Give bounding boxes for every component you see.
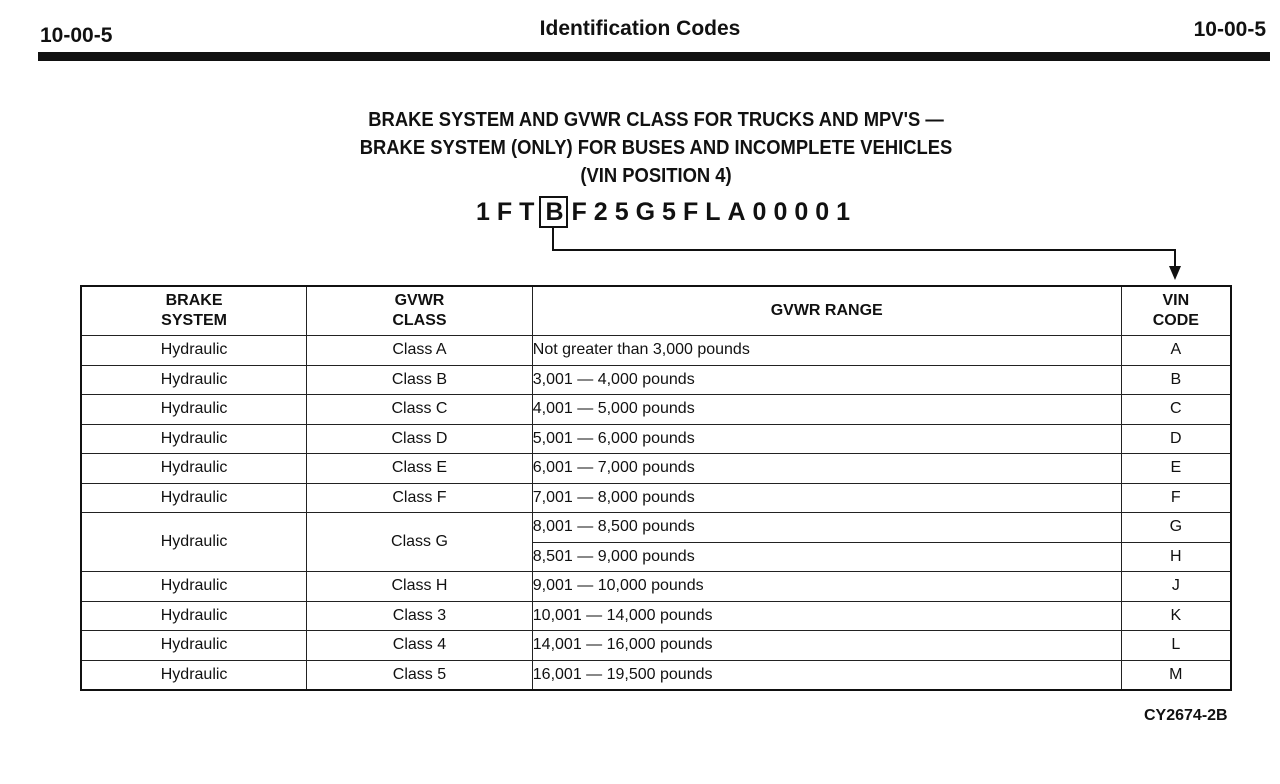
gvwr-class-cell: Class B [307, 365, 533, 395]
gvwr-range-cell: 14,001 — 16,000 pounds [532, 631, 1121, 661]
table-row [81, 395, 1231, 425]
gvwr-range-cell: 10,001 — 14,000 pounds [532, 601, 1121, 631]
brake-system-cell: Hydraulic [81, 572, 307, 602]
gvwr-range-cell: 7,001 — 8,000 pounds [532, 483, 1121, 513]
vin-code-cell: J [1121, 572, 1231, 602]
gvwr-range-cell: 5,001 — 6,000 pounds [532, 424, 1121, 454]
gvwr-range-cell: 4,001 — 5,000 pounds [532, 395, 1121, 425]
vin-code-cell: B [1121, 365, 1231, 395]
section-title-line-3: (VIN POSITION 4) [580, 165, 732, 187]
gvwr-class-cell: Class F [307, 483, 533, 513]
vin-code-cell: D [1121, 424, 1231, 454]
vin-code-cell: E [1121, 454, 1231, 484]
header-gvwr-range: GVWR RANGE [532, 286, 1121, 336]
table-row [81, 336, 1231, 366]
gvwr-range-cell: 6,001 — 7,000 pounds [532, 454, 1121, 484]
table-row [81, 513, 1231, 543]
section-title-line-2: BRAKE SYSTEM (ONLY) FOR BUSES AND INCOMPLETE VEHICLES [359, 137, 953, 159]
table-row [81, 572, 1231, 602]
gvwr-range-cell: 16,001 — 19,500 pounds [532, 660, 1121, 690]
gvwr-class-cell: Class H [307, 572, 533, 602]
page-number-left: 10-00-5 [40, 24, 113, 47]
header-vin-code: VIN CODE [1121, 286, 1231, 336]
gvwr-range-cell: 9,001 — 10,000 pounds [532, 572, 1121, 602]
vin-code-cell: F [1121, 483, 1231, 513]
vin-code-cell: C [1121, 395, 1231, 425]
page-title: Identification Codes [539, 17, 741, 40]
brake-system-cell: Hydraulic [81, 395, 307, 425]
gvwr-class-cell: Class 5 [307, 660, 533, 690]
table-row [81, 483, 1231, 513]
gvwr-class-cell: Class C [307, 395, 533, 425]
gvwr-class-cell: Class G [307, 513, 533, 572]
gvwr-range-cell: Not greater than 3,000 pounds [532, 336, 1121, 366]
vin-code-cell: G [1121, 513, 1231, 543]
vin-code-cell: M [1121, 660, 1231, 690]
vin-suffix: F25G5FLA00001 [571, 198, 858, 226]
page-number-right: 10-00-5 [1193, 18, 1266, 41]
table-row [81, 631, 1231, 661]
brake-system-cell: Hydraulic [81, 483, 307, 513]
brake-system-cell: Hydraulic [81, 631, 307, 661]
vin-prefix: 1FT [476, 198, 542, 226]
table-body [81, 336, 1231, 691]
section-title-line-1: BRAKE SYSTEM AND GVWR CLASS FOR TRUCKS AND MPV'S — [368, 109, 944, 131]
brake-system-cell: Hydraulic [81, 660, 307, 690]
table-row [81, 660, 1231, 690]
gvwr-class-cell: Class D [307, 424, 533, 454]
table-row [81, 365, 1231, 395]
brake-system-cell: Hydraulic [81, 601, 307, 631]
header-gvwr-class: GVWR CLASS [307, 286, 533, 336]
figure-id: CY2674-2B [1144, 707, 1228, 724]
brake-system-cell: Hydraulic [81, 365, 307, 395]
vin-code-cell: K [1121, 601, 1231, 631]
vin-code-cell: H [1121, 542, 1231, 572]
vin-code-cell: L [1121, 631, 1231, 661]
table-header-row [81, 286, 1231, 336]
gvwr-range-cell: 8,001 — 8,500 pounds [532, 513, 1121, 543]
table-row [81, 424, 1231, 454]
brake-gvwr-table [80, 285, 1232, 691]
gvwr-class-cell: Class 3 [307, 601, 533, 631]
gvwr-class-cell: Class A [307, 336, 533, 366]
table-row [81, 601, 1231, 631]
gvwr-range-cell: 3,001 — 4,000 pounds [532, 365, 1121, 395]
header-brake-system: BRAKE SYSTEM [81, 286, 307, 336]
gvwr-class-cell: Class 4 [307, 631, 533, 661]
vin-code-cell: A [1121, 336, 1231, 366]
brake-system-cell: Hydraulic [81, 336, 307, 366]
gvwr-class-cell: Class E [307, 454, 533, 484]
vin-highlight-box: B [539, 196, 567, 228]
brake-system-cell: Hydraulic [81, 424, 307, 454]
brake-system-cell: Hydraulic [81, 454, 307, 484]
brake-system-cell: Hydraulic [81, 513, 307, 572]
gvwr-range-cell: 8,501 — 9,000 pounds [532, 542, 1121, 572]
table-row [81, 454, 1231, 484]
